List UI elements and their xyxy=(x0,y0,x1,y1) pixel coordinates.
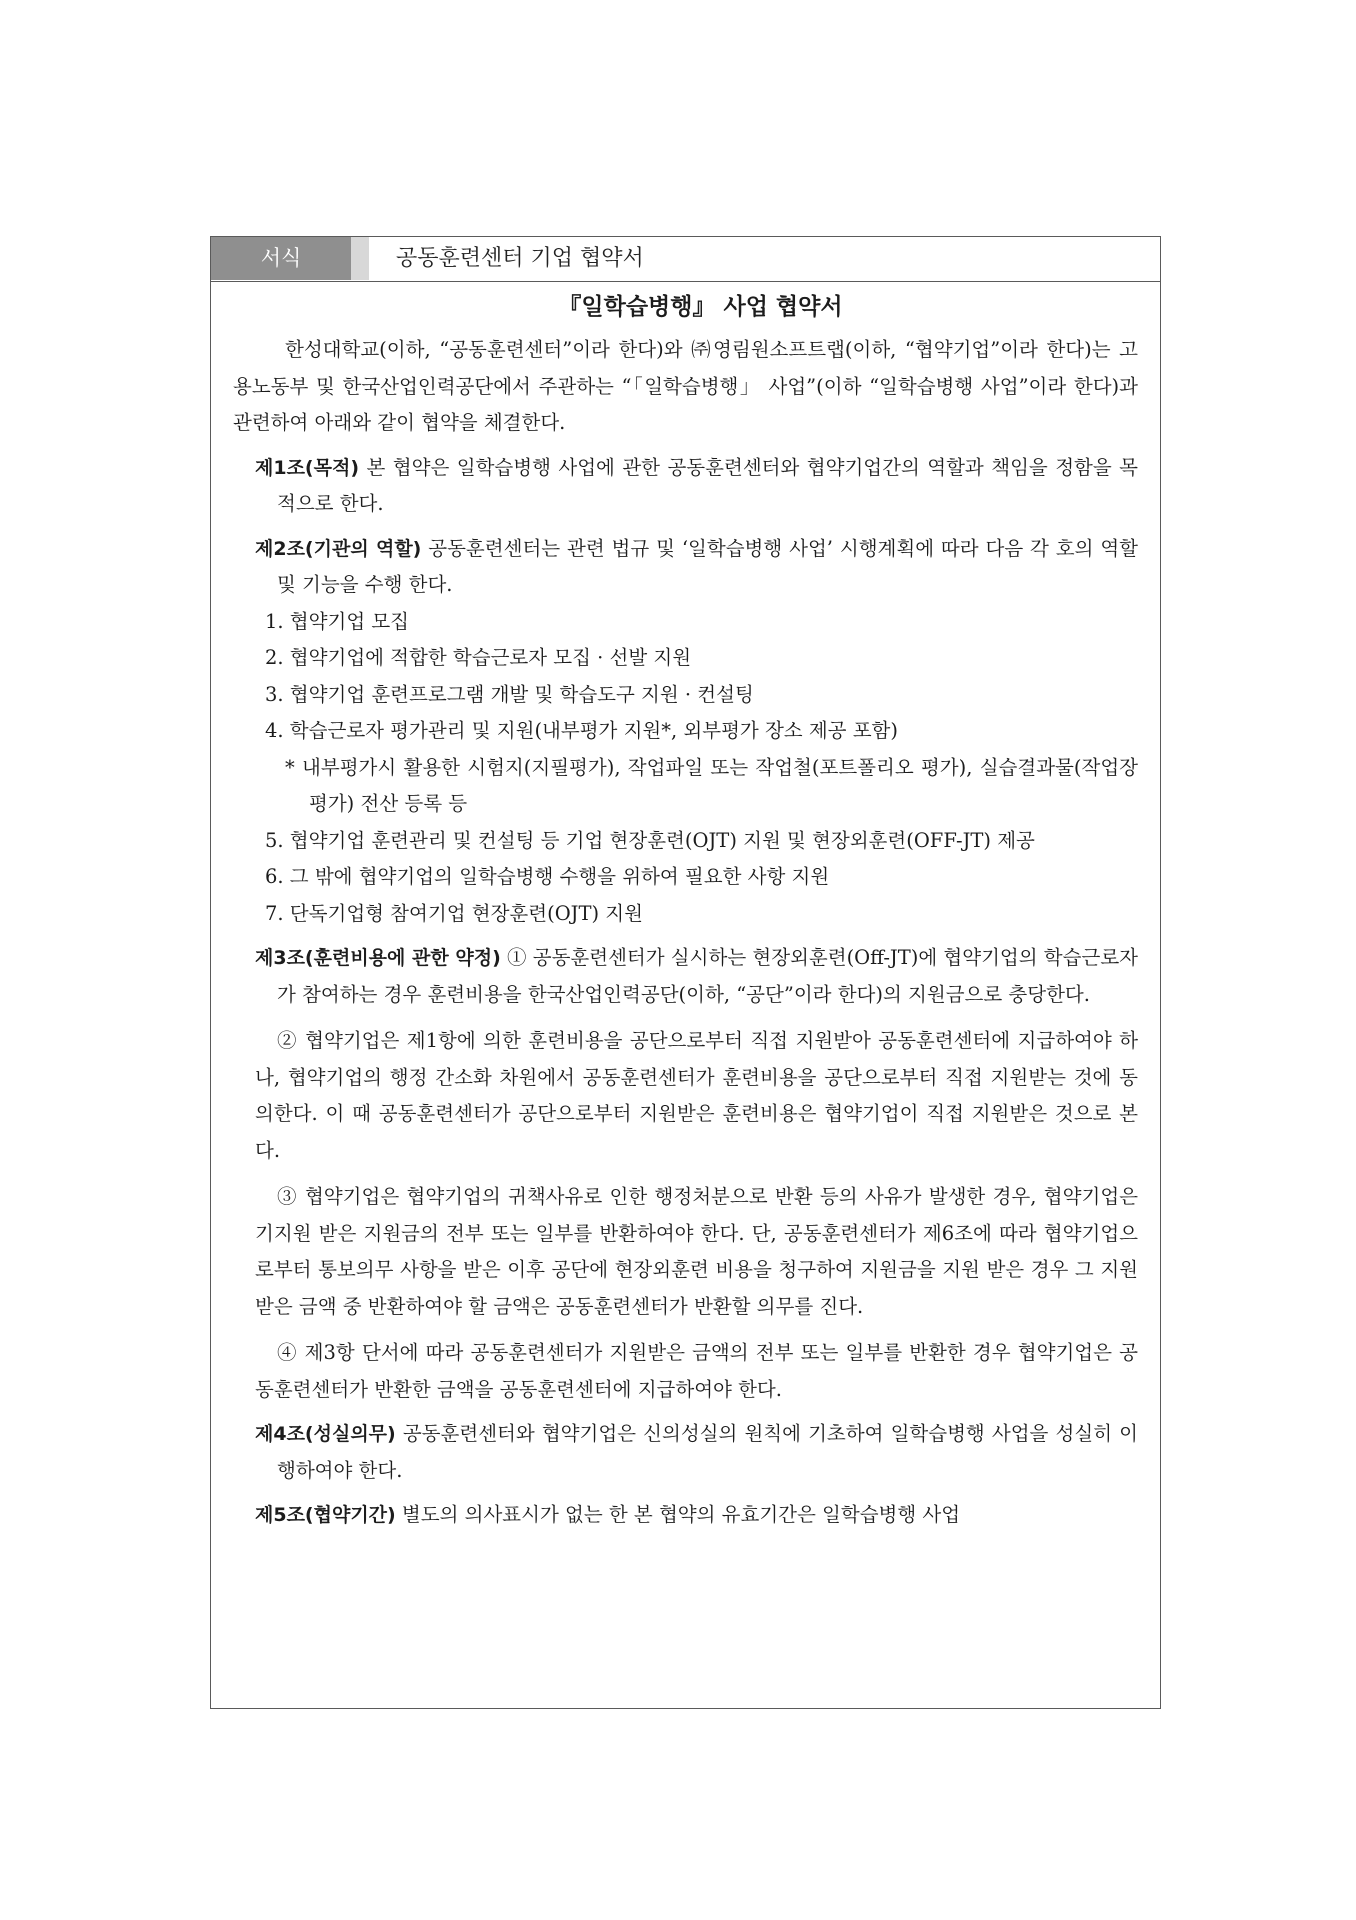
article-1-text: 본 협약은 일학습병행 사업에 관한 공동훈련센터와 협약기업간의 역할과 책임을 정함을 목적으로 한다. xyxy=(277,455,1138,515)
article-4 xyxy=(255,1416,1138,1489)
article-4-heading: 제4조(성실의무) xyxy=(255,1423,396,1445)
article-3-text: ① 공동훈련센터가 실시하는 현장외훈련(Off-JT)에 협약기업의 학습근로자가 참여하는 경우 훈련비용을 한국산업인력공단(이하, “공단”이라 한다)의 지원금으로 충당한다. xyxy=(277,946,1138,1006)
article-1 xyxy=(255,450,1138,523)
agreement-form xyxy=(210,236,1161,1709)
article-2 xyxy=(255,531,1138,604)
list-item: 2. 협약기업에 적합한 학습근로자 모집 · 선발 지원 xyxy=(265,646,692,669)
form-header xyxy=(211,237,1160,282)
article-3-clause-3: ③ 협약기업은 협약기업의 귀책사유로 인한 행정처분으로 반환 등의 사유가 발생한 경우, 협약기업은 기지원 받은 지원금의 전부 또는 일부를 반환하여야 한다. 단, 공동훈련센터가 제6조에 따라 협약기업으로부터 통보의무 사항을 받은 이후 공단에 현장외훈련 비용을 청구하여 지원금을 지원 받은 경우 그 지원 받은 금액 중 반환하여야 할 금액은 공동훈련센터가 반환할 의무를 진다. xyxy=(255,1185,1138,1318)
intro-paragraph: 한성대학교(이하, “공동훈련센터”이라 한다)와 ㈜영림원소프트랩(이하, “협약기업”이라 한다)는 고용노동부 및 한국산업인력공단에서 주관하는 “「일학습병행」 사업”(이하 “일학습병행 사업”이라 한다)과 관련하여 아래와 같이 협약을 체결한다. xyxy=(233,338,1138,434)
article-3-clause-4: ④ 제3항 단서에 따라 공동훈련센터가 지원받은 금액의 전부 또는 일부를 반환한 경우 협약기업은 공동훈련센터가 반환한 금액을 공동훈련센터에 지급하여야 한다. xyxy=(255,1341,1138,1401)
form-title: 공동훈련센터 기업 협약서 xyxy=(396,246,644,271)
article-5 xyxy=(255,1497,1138,1534)
article-3-heading: 제3조(훈련비용에 관한 약정) xyxy=(255,947,501,969)
article-3-clause-2: ② 협약기업은 제1항에 의한 훈련비용을 공단으로부터 직접 지원받아 공동훈련센터에 지급하여야 하나, 협약기업의 행정 간소화 차원에서 공동훈련센터가 훈련비용을 공단으로부터 직접 지원받는 것에 동의한다. 이 때 공동훈련센터가 공단으로부터 지원받은 훈련비용은 협약기업이 직접 지원받은 것으로 본다. xyxy=(255,1029,1138,1162)
list-item: 3. 협약기업 훈련프로그램 개발 및 학습도구 지원 · 컨설팅 xyxy=(265,682,754,706)
document-title: 『일학습병행』 사업 협약서 xyxy=(558,293,843,320)
article-4-text: 공동훈련센터와 협약기업은 신의성실의 원칙에 기초하여 일학습병행 사업을 성실히 이행하여야 한다. xyxy=(277,1422,1138,1482)
list-item: 7. 단독기업형 참여기업 현장훈련(OJT) 지원 xyxy=(265,901,643,925)
article-2-heading: 제2조(기관의 역할) xyxy=(255,537,422,560)
article-2-list xyxy=(265,604,1138,933)
list-item: 4. 학습근로자 평가관리 및 지원(내부평가 지원*, 외부평가 장소 제공 포함) xyxy=(265,719,898,742)
article-5-heading: 제5조(협약기간) xyxy=(255,1504,396,1526)
document-body xyxy=(211,282,1160,1534)
list-item: 1. 협약기업 모집 xyxy=(265,609,410,633)
header-divider xyxy=(351,237,369,280)
article-2-text: 공동훈련센터는 관련 법규 및 ‘일학습병행 사업’ 시행계획에 따라 다음 각 호의 역할 및 기능을 수행 한다. xyxy=(277,536,1138,596)
footnote: * 내부평가시 활용한 시험지(지필평가), 작업파일 또는 작업철(포트폴리오 평가), 실습결과물(작업장 평가) 전산 등록 등 xyxy=(285,755,1138,815)
article-1-heading: 제1조(목적) xyxy=(255,456,360,479)
article-5-text: 별도의 의사표시가 없는 한 본 협약의 유효기간은 일학습병행 사업 xyxy=(395,1503,961,1526)
list-item: 5. 협약기업 훈련관리 및 컨설팅 등 기업 현장훈련(OJT) 지원 및 현장외훈련(OFF-JT) 제공 xyxy=(265,828,1035,852)
form-label: 서식 xyxy=(211,237,351,280)
article-3 xyxy=(255,940,1138,1013)
list-item: 6. 그 밖에 협약기업의 일학습병행 수행을 위하여 필요한 사항 지원 xyxy=(265,865,830,888)
